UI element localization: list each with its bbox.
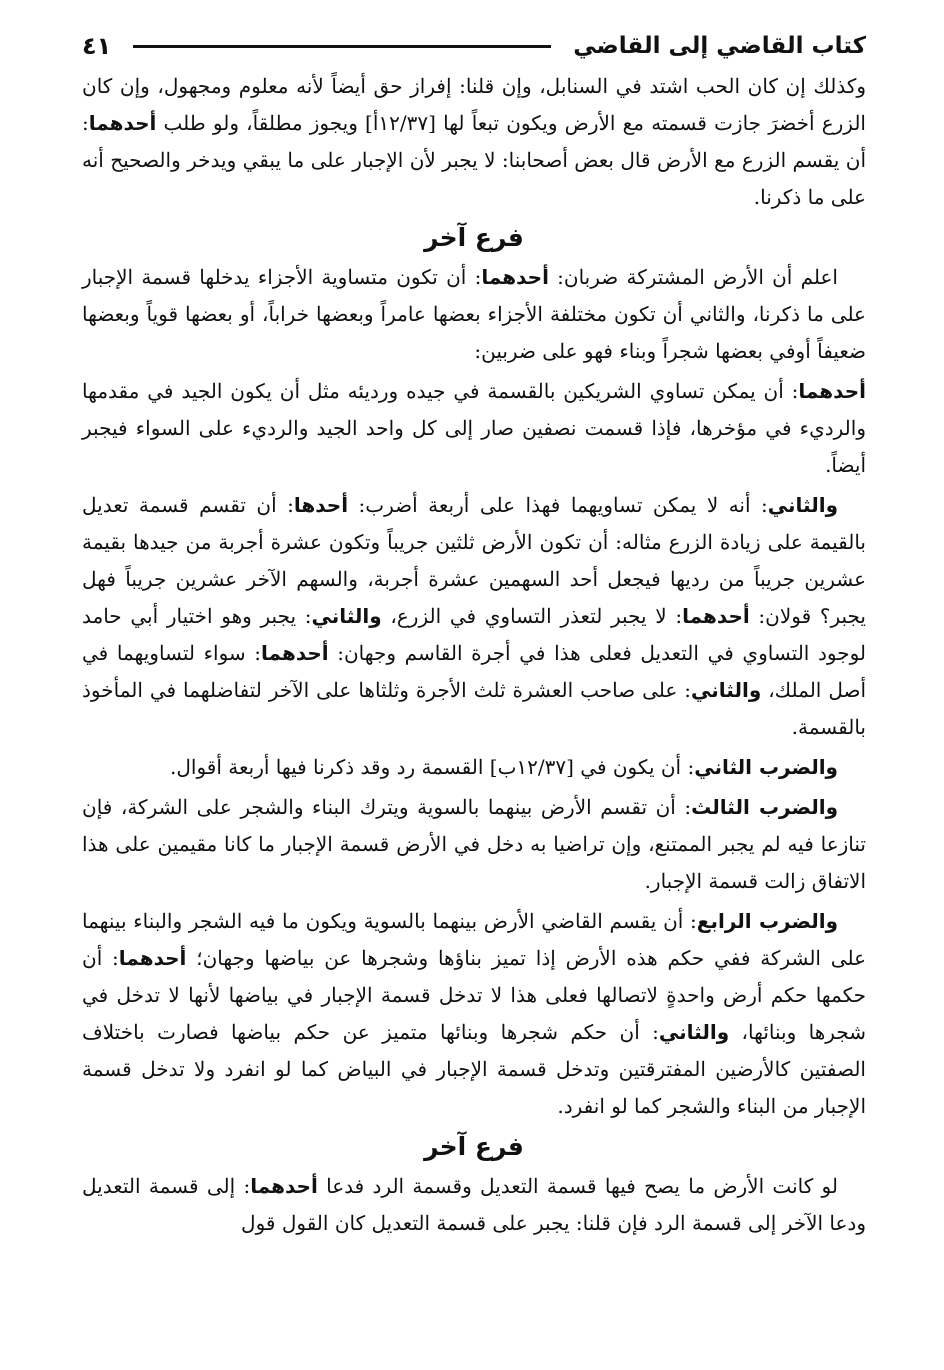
paragraph-4: والثاني: أنه لا يمكن تساويهما فهذا على أربعة أضرب: أحدها: أن تقسم قسمة تعديل بالقيمة على زيادة الزرع مثاله: أن تكون الأرض ثلثين جريباً وتكون عشرة أجربة من جيدها بقيمة عشرين جريباً من رديها فيجعل أحد السهمين عشرة أجربة، والسهم الآخر عشرين جريباً فهل يجبر؟ قولان: أحدهما: لا يجبر لتعذر التساوي في الزرع، والثاني: يجبر وهو اختيار أبي حامد لوجود التساوي في التعديل فعلى هذا في أجرة القاسم وجهان: أحدهما: سواء لتساويهما في أصل الملك، والثاني: على صاحب العشرة ثلث الأجرة وثلثاها على الآخر لتفاضلهما في المأخوذ بالقسمة. — [82, 493, 867, 739]
keyword: أحدهما — [250, 1174, 318, 1198]
keyword: أحدهما — [798, 379, 866, 403]
paragraph-8: لو كانت الأرض ما يصح فيها قسمة التعديل وقسمة الرد فدعا أحدهما: إلى قسمة التعديل ودعا الآخر إلى قسمة الرد فإن قلنا: يجبر على قسمة التعديل كان القول قول — [82, 1174, 866, 1235]
keyword: أحدهما — [481, 265, 549, 289]
paragraph-7: والضرب الرابع: أن يقسم القاضي الأرض بينهما بالسوية ويكون ما فيه الشجر والبناء بينهما على الشركة ففي حكم هذه الأرض إذا تميز بناؤها وشجرها عن بياضها وجهان؛ أحدهما: أن حكمها حكم أرض واحدةٍ لاتصالها فعلى هذا لا تدخل قسمة الإجبار في بياضها لأنها لا تدخل في شجرها وبنائها، والثاني: أن حكم شجرها وبنائها متميز عن حكم بياضها فصارت باختلاف الصفتين كالأرضين المفترقتين وتدخل قسمة الإجبار في البياض كما لو انفرد ولا تدخل قسمة الإجبار من البناء والشجر كما لو انفرد. — [82, 909, 867, 1118]
paragraph-3: أحدهما: أن يمكن تساوي الشريكين بالقسمة في جيده ورديئه مثل أن يكون الجيد في مقدمها والرديء في مؤخرها، فإذا قسمت نصفين صار إلى كل واحد الجيد والرديء على السواء فيجبر أيضاً. — [82, 379, 866, 477]
keyword: أحدهما — [88, 111, 157, 135]
section-title-1: فرع آخر — [424, 223, 524, 252]
keyword: والثاني — [311, 604, 382, 628]
keyword: والثاني — [691, 678, 762, 702]
paragraph-1: وكذلك إن كان الحب اشتد في السنابل، وإن قلنا: إفراز حق أيضاً لأنه معلوم ومجهول، وإن كان الزرع أخضرَ جازت قسمته مع الأرض ويكون تبعاً لها [١٢/٣٧أ] ويجوز مطلقاً، ولو طلب أحدهما: أن يقسم الزرع مع الأرض قال بعض أصحابنا: لا يجبر لأن الإجبار على ما يبقي ويدخر والصحيح أنه على ما ذكرنا. — [82, 74, 866, 209]
keyword: أحدهما — [118, 946, 187, 970]
header-rule — [133, 45, 551, 48]
keyword: والضرب الثاني — [694, 755, 838, 779]
page-number: ٤١ — [82, 32, 112, 60]
paragraph-5: والضرب الثاني: أن يكون في [١٢/٣٧ب] القسمة رد وقد ذكرنا فيها أربعة أقوال. — [170, 755, 838, 779]
keyword: والضرب الرابع — [696, 909, 839, 933]
paragraph-6: والضرب الثالث: أن تقسم الأرض بينهما بالسوية ويترك البناء والشجر على الشركة، فإن تنازعا فيه لم يجبر الممتنع، وإن تراضيا به دخل في الأرض قسمة الإجبار ما كانا مقيمين على هذا الاتفاق زالت قسمة الإجبار. — [82, 795, 866, 893]
paragraph-2: اعلم أن الأرض المشتركة ضربان: أحدهما: أن تكون متساوية الأجزاء يدخلها قسمة الإجبار على ما ذكرنا، والثاني أن تكون مختلفة الأجزاء بعضها عامراً وبعضها خراباً، أو بعضها قوياً وبعضها ضعيفاً أوفي بعضها شجراً وبناء فهو على ضربين: — [82, 265, 866, 363]
section-title-2: فرع آخر — [424, 1132, 524, 1161]
keyword: أحدها — [293, 493, 349, 517]
keyword: والثاني — [658, 1020, 730, 1044]
keyword: أحدهما — [261, 641, 329, 665]
running-header — [82, 24, 866, 68]
keyword: والثاني — [767, 493, 838, 517]
book-title: كتاب القاضي إلى القاضي — [573, 33, 866, 59]
keyword: والضرب الثالث — [691, 795, 838, 819]
keyword: أحدهما — [682, 604, 750, 628]
